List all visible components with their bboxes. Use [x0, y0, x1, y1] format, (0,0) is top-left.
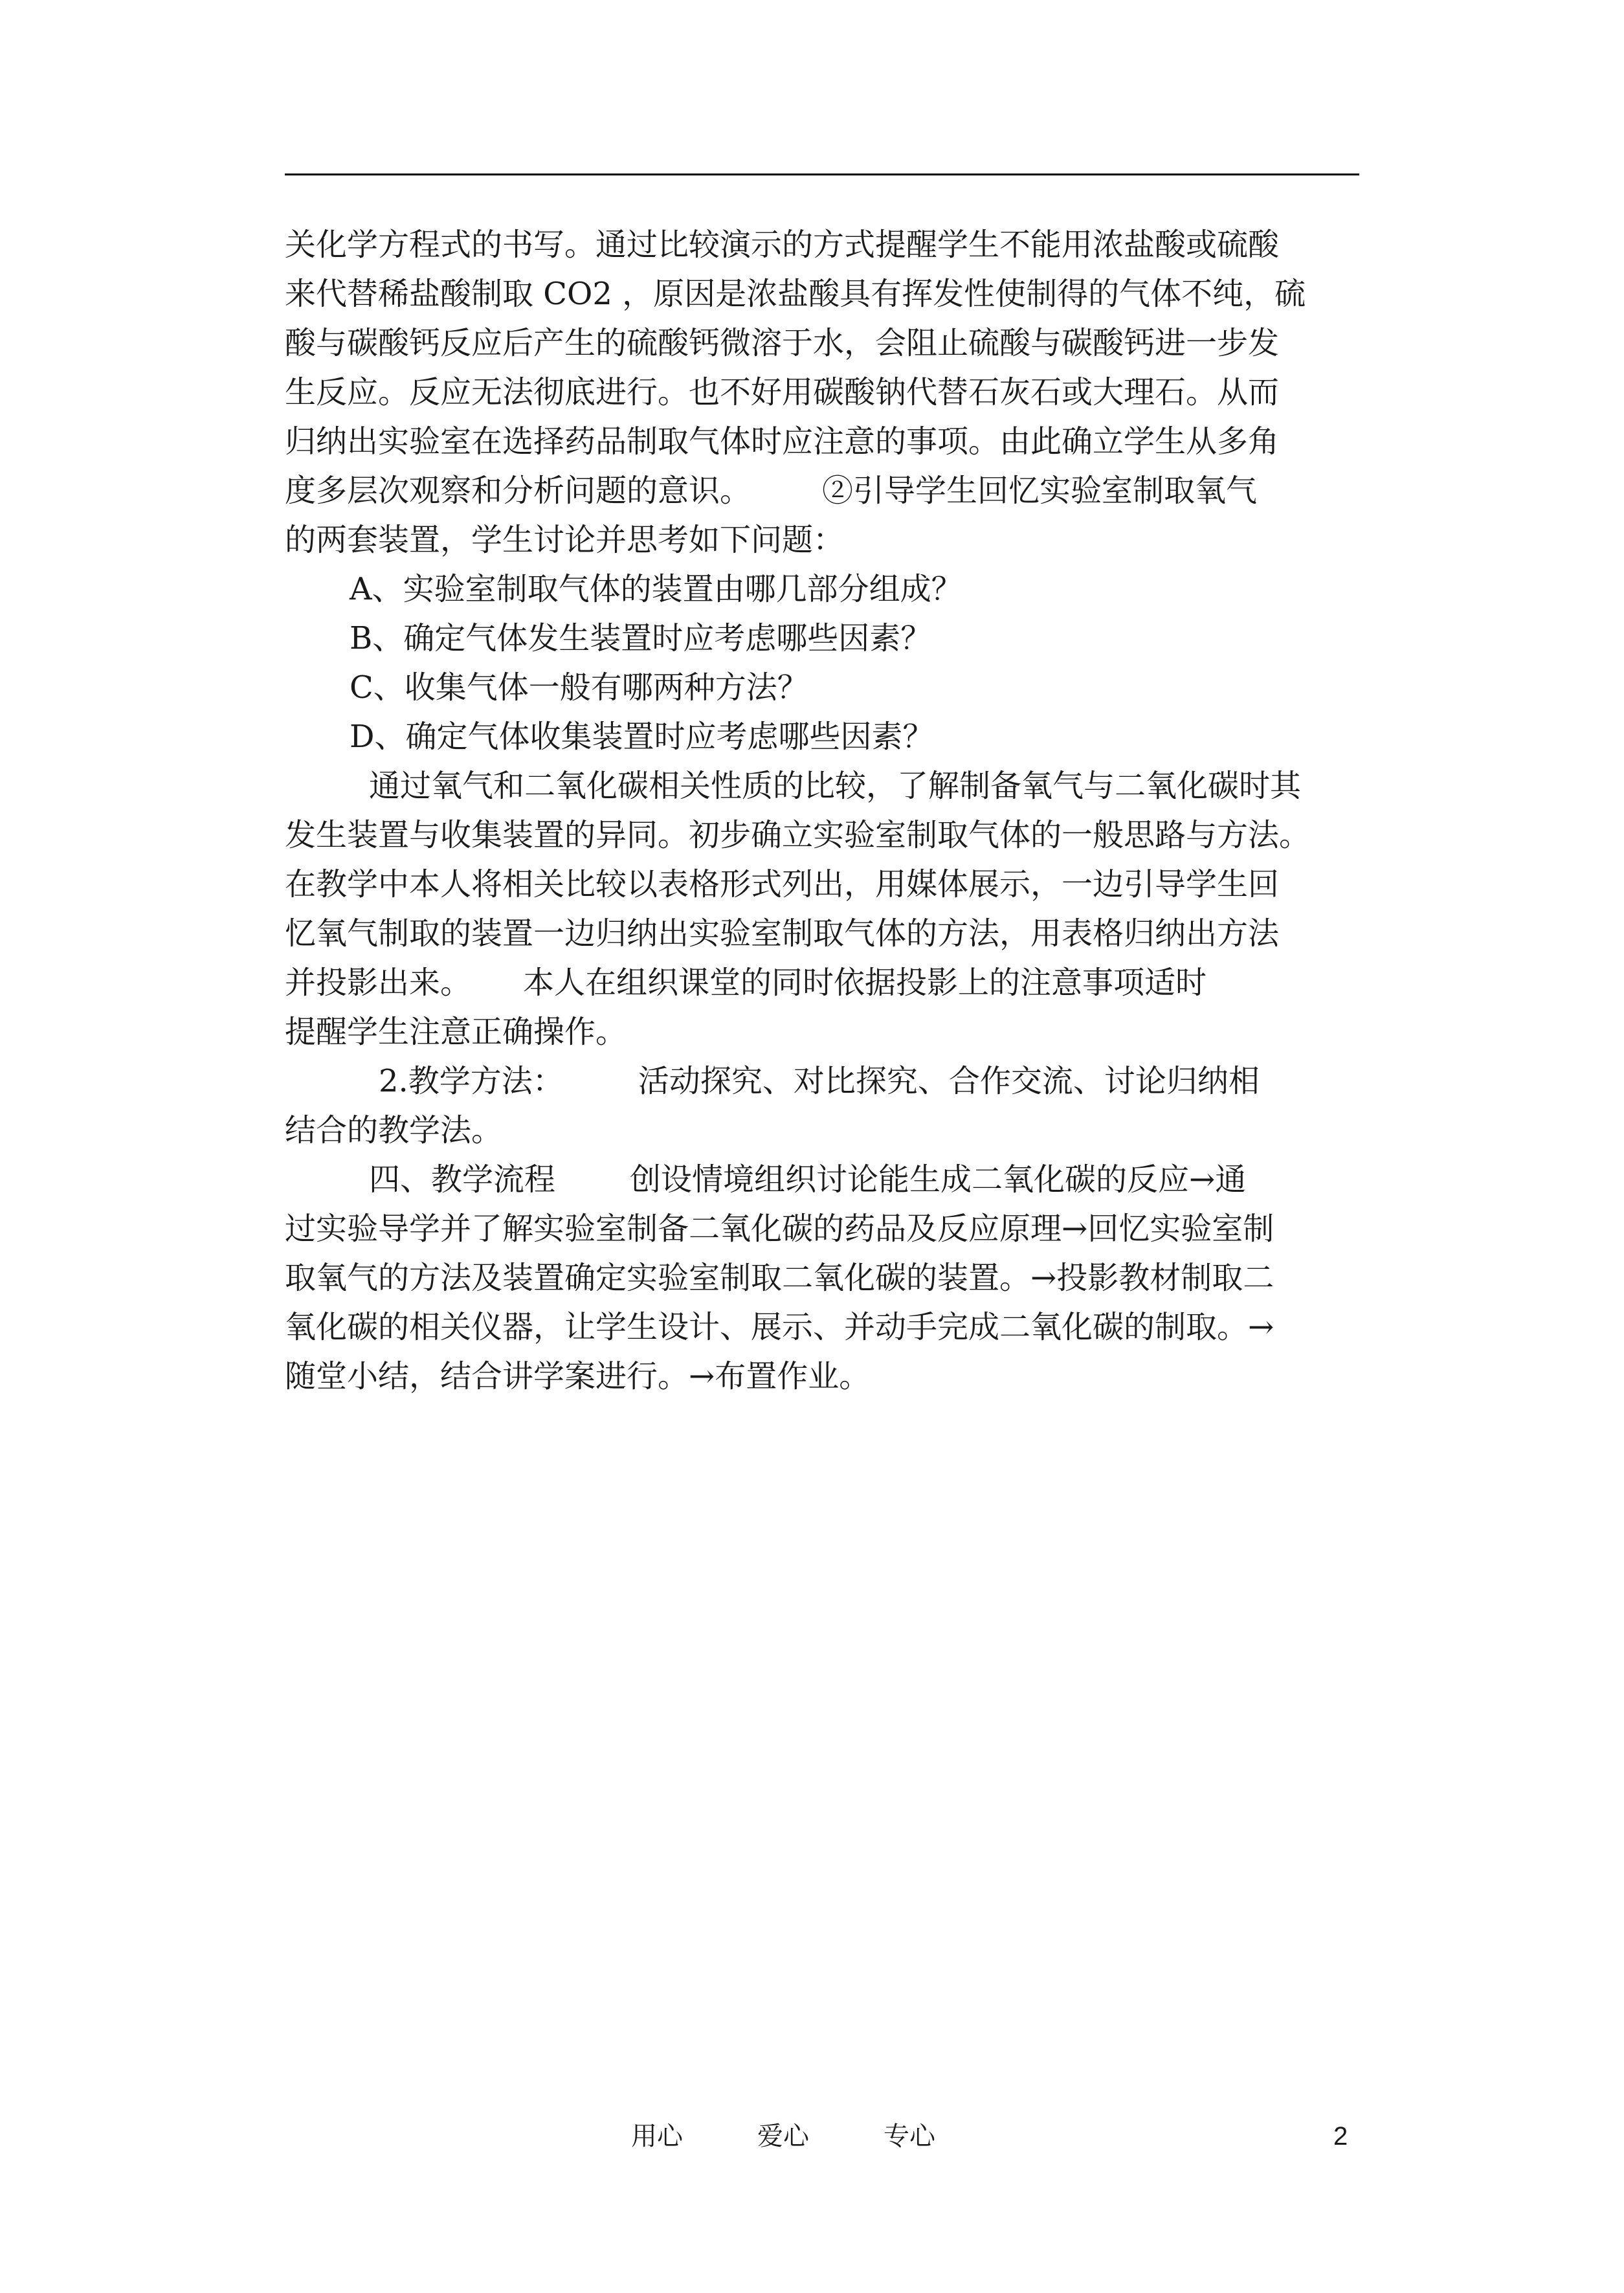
paragraph-line: 在教学中本人将相关比较以表格形式列出，用媒体展示，一边引导学生回	[285, 866, 1280, 902]
section-heading-methods	[285, 1057, 1359, 1106]
paragraph-line: 来代替稀盐酸制取 CO2 ，原因是浓盐酸具有挥发性使制得的气体不纯，硫	[285, 276, 1306, 312]
line-segment: ②引导学生回忆实验室制取氧气	[822, 473, 1258, 509]
paragraph-line	[285, 466, 1359, 515]
line-segment: 本人在组织课堂的同时依据投影上的注意事项适时	[523, 965, 1207, 1001]
paragraph-line: 发生装置与收集装置的异同。初步确立实验室制取气体的一般思路与方法。	[285, 817, 1311, 853]
paragraph-line: 取氧气的方法及装置确定实验室制取二氧化碳的装置。→投影教材制取二	[285, 1260, 1274, 1296]
header-rule	[285, 173, 1359, 175]
paragraph-line: 酸与碳酸钙反应后产生的硫酸钙微溶于水，会阻止硫酸与碳酸钙进一步发	[285, 325, 1280, 361]
paragraph-line: 过实验导学并了解实验室制备二氧化碳的药品及反应原理→回忆实验室制	[285, 1211, 1274, 1247]
section-label: 2.教学方法：	[379, 1063, 564, 1099]
paragraph-line: 结合的教学法。	[285, 1112, 503, 1148]
line-segment: 度多层次观察和分析问题的意识。	[285, 473, 751, 509]
question-item-a: A、实验室制取气体的装置由哪几部分组成？	[350, 571, 962, 607]
section-label: 四、教学流程	[369, 1161, 556, 1198]
footer-motto-word: 专心	[884, 2121, 935, 2151]
question-item-b: B、确定气体发生装置时应考虑哪些因素？	[350, 620, 932, 656]
section-heading-flow	[285, 1155, 1359, 1204]
footer-motto	[631, 2117, 935, 2156]
paragraph-line: 提醒学生注意正确操作。	[285, 1014, 627, 1050]
line-segment: 活动探究、对比探究、合作交流、讨论归纳相	[638, 1063, 1260, 1099]
paragraph-line: 的两套装置，学生讨论并思考如下问题：	[285, 522, 845, 558]
document-body	[285, 220, 1359, 1401]
page-footer	[0, 2117, 1624, 2156]
paragraph-line	[285, 958, 1359, 1007]
line-segment: 并投影出来。	[285, 965, 472, 1001]
footer-motto-word: 爱心	[757, 2121, 809, 2151]
paragraph-line: 随堂小结，结合讲学案进行。→布置作业。	[285, 1358, 871, 1394]
paragraph-line: 氧化碳的相关仪器，让学生设计、展示、并动手完成二氧化碳的制取。→	[285, 1309, 1274, 1345]
question-item-c: C、收集气体一般有哪两种方法？	[350, 669, 808, 706]
page-number: 2	[1333, 2122, 1348, 2151]
paragraph-line: 忆氧气制取的装置一边归纳出实验室制取气体的方法，用表格归纳出方法	[285, 915, 1280, 952]
paragraph-line: 通过氧气和二氧化碳相关性质的比较，了解制备氧气与二氧化碳时其	[369, 768, 1302, 804]
line-segment: 创设情境组织讨论能生成二氧化碳的反应→通	[630, 1161, 1247, 1198]
paragraph-line: 生反应。反应无法彻底进行。也不好用碳酸钠代替石灰石或大理石。从而	[285, 374, 1280, 410]
paragraph-line: 关化学方程式的书写。通过比较演示的方式提醒学生不能用浓盐酸或硫酸	[285, 227, 1280, 263]
footer-motto-word: 用心	[631, 2121, 683, 2151]
paragraph-line: 归纳出实验室在选择药品制取气体时应注意的事项。由此确立学生从多角	[285, 423, 1280, 460]
question-item-d: D、确定气体收集装置时应考虑哪些因素？	[350, 719, 934, 755]
